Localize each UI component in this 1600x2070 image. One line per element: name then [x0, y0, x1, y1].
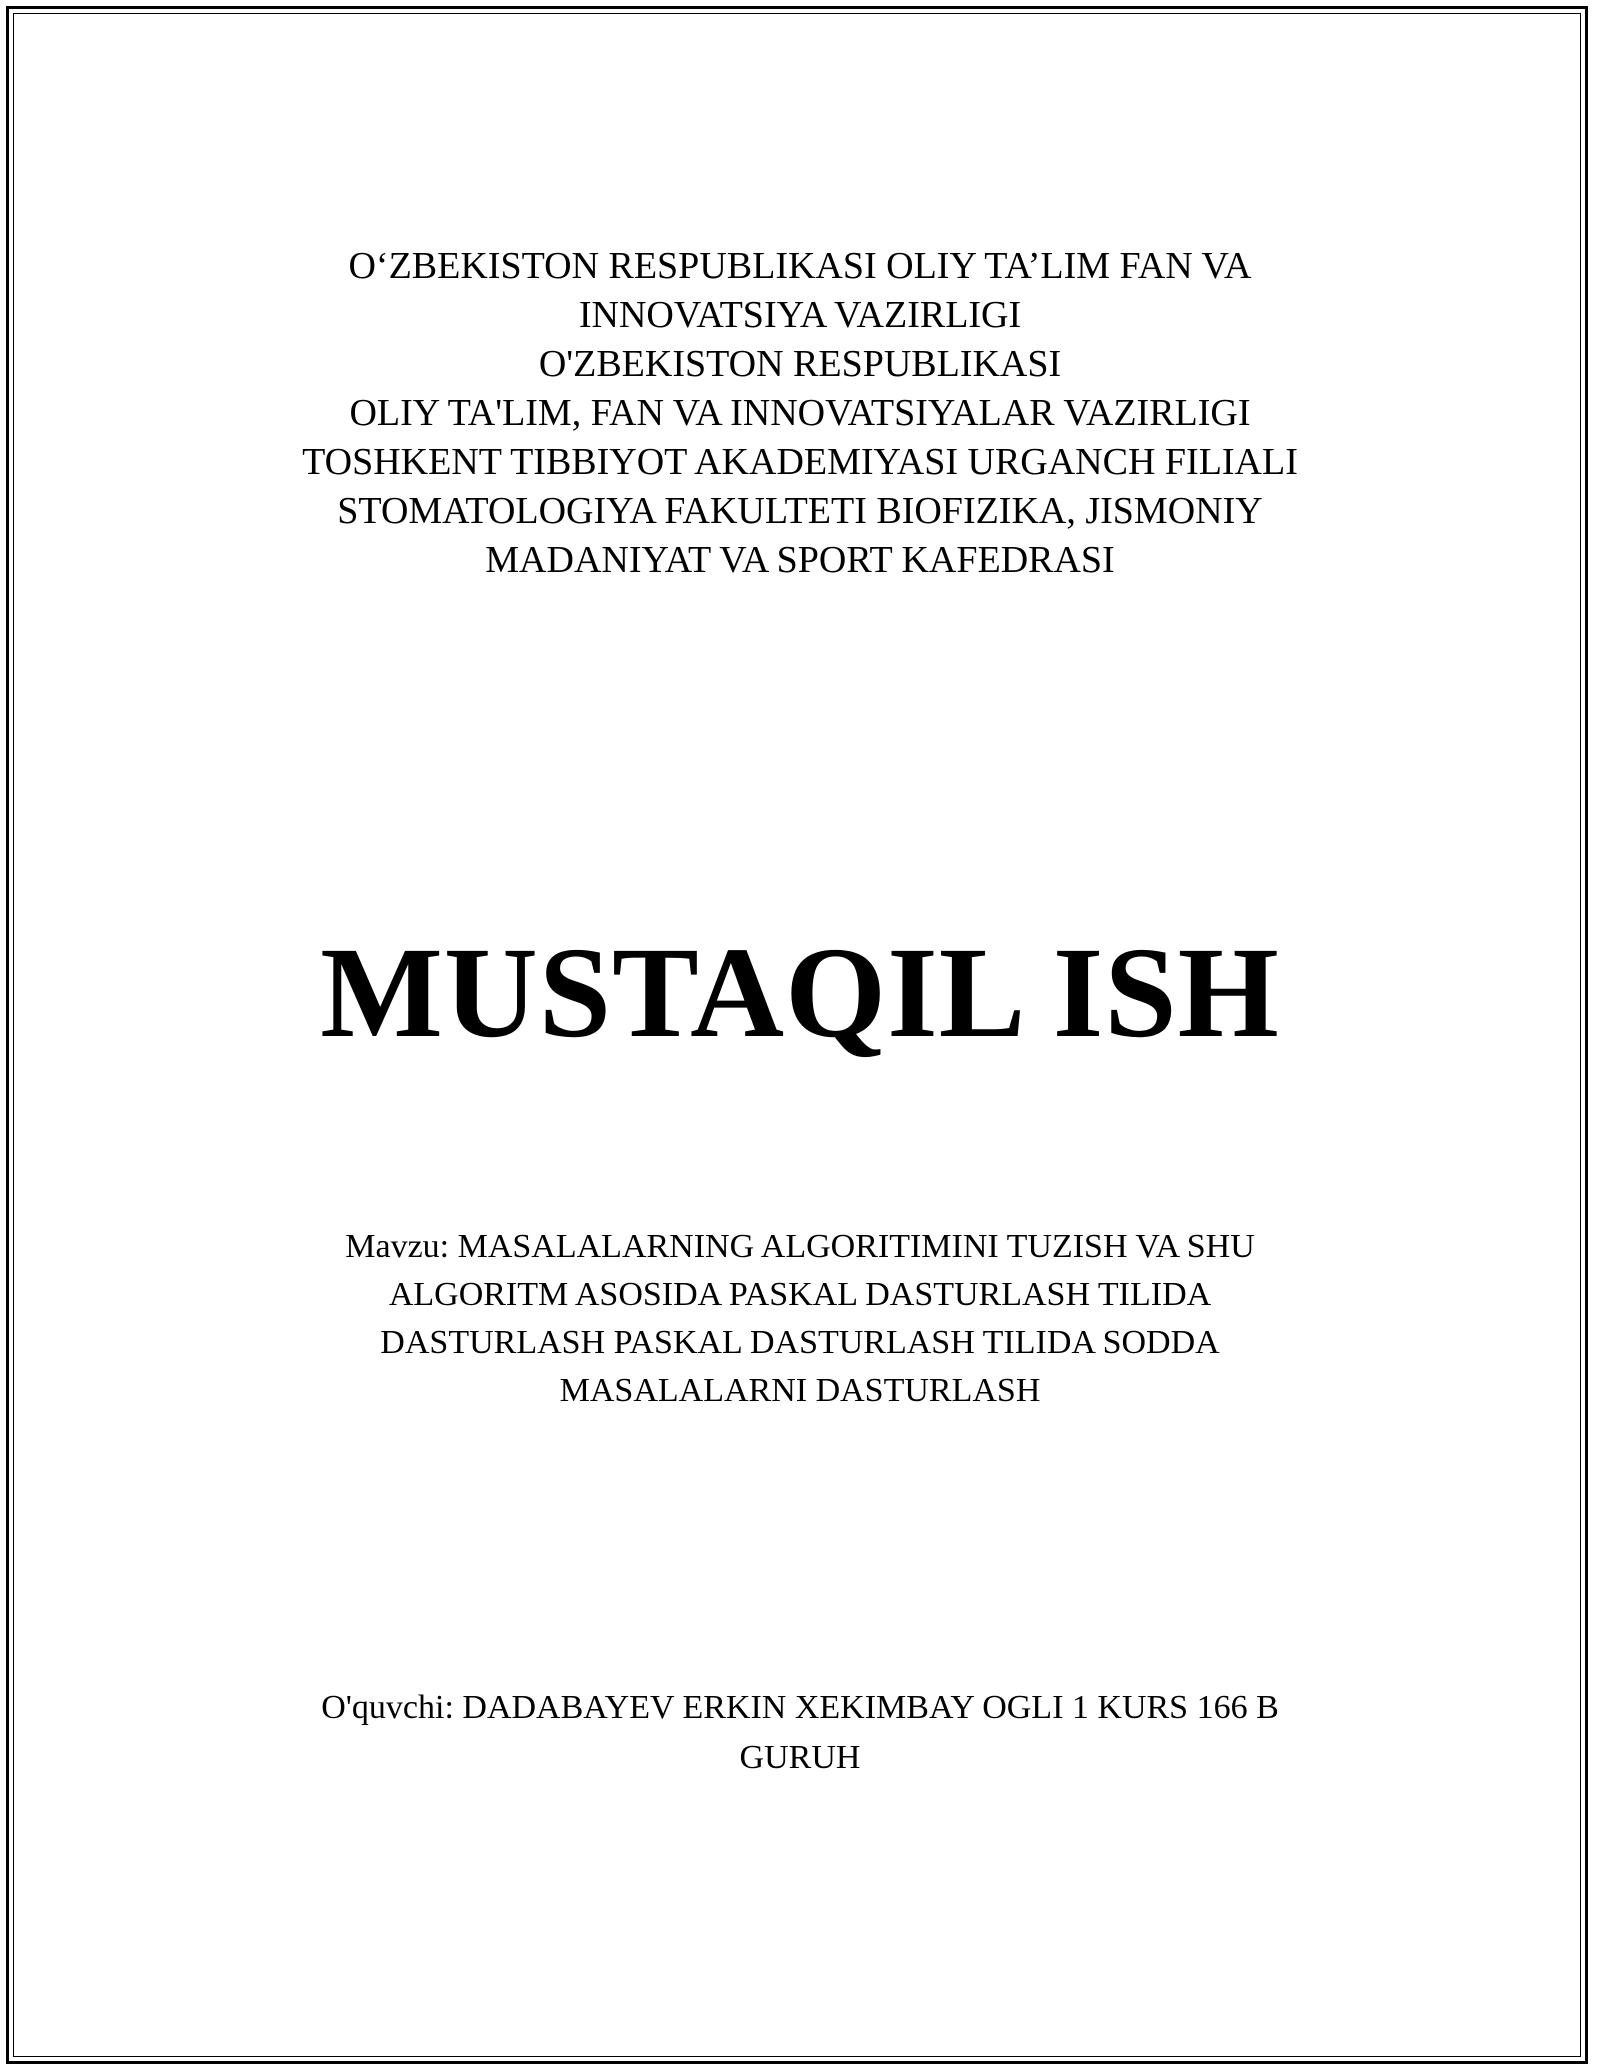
topic-line: MASALALARNI DASTURLASH [559, 1372, 1041, 1409]
header-line: MADANIYAT VA SPORT KAFEDRASI [485, 539, 1115, 581]
student-line: GURUH [739, 1739, 861, 1776]
student-section [0, 1683, 1600, 1783]
header-line: OLIY TA'LIM, FAN VA INNOVATSIYALAR VAZIRLIGI [349, 392, 1251, 434]
topic-section [0, 1223, 1600, 1415]
header-line: O'ZBEKISTON RESPUBLIKASI [538, 343, 1062, 385]
institution-header [0, 242, 1600, 585]
document-title: MUSTAQIL ISH [320, 921, 1280, 1065]
topic-line: ALGORITM ASOSIDA PASKAL DASTURLASH TILIDA [388, 1276, 1212, 1313]
topic-line: DASTURLASH PASKAL DASTURLASH TILIDA SODDA [380, 1324, 1220, 1361]
header-line: STOMATOLOGIYA FAKULTETI BIOFIZIKA, JISMONIY [337, 490, 1263, 532]
student-line: O'quvchi: DADABAYEV ERKIN XEKIMBAY OGLI 1 KURS 166 B [321, 1689, 1279, 1726]
header-line: INNOVATSIYA VAZIRLIGI [578, 294, 1022, 336]
topic-line: Mavzu: MASALALARNING ALGORITIMINI TUZISH VA SHU [345, 1228, 1255, 1265]
header-line: O‘ZBEKISTON RESPUBLIKASI OLIY TA’LIM FAN VA [348, 245, 1252, 287]
header-line: TOSHKENT TIBBIYOT AKADEMIYASI URGANCH FILIALI [302, 441, 1298, 483]
